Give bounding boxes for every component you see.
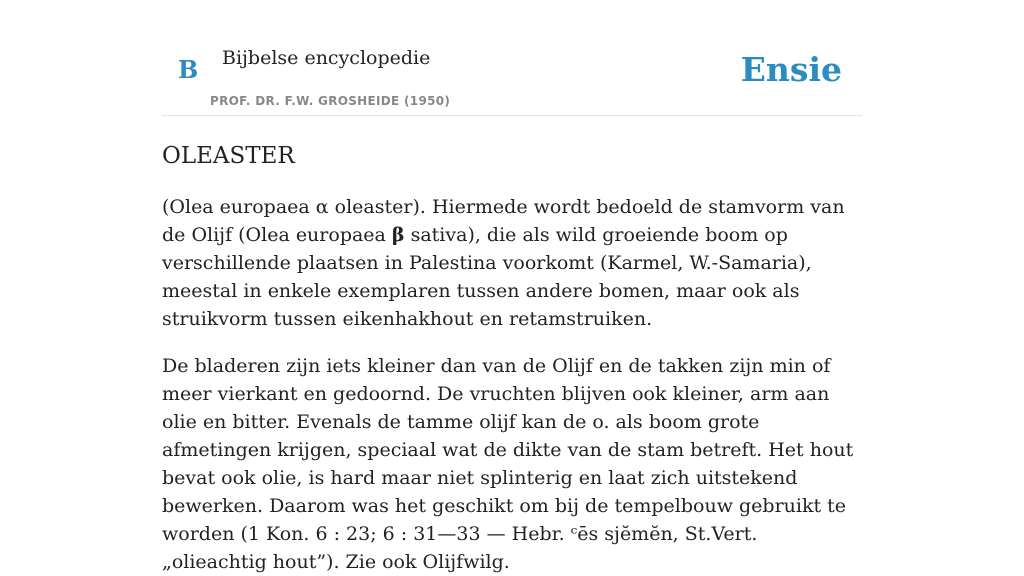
paragraph-1-text-b: sativa), die als wild groeiende boom op verschillende plaatsen in Palestina voorkomt (Karmel, W.-Samaria), meestal in enkele exemplaren tussen andere bomen, maar ook als struikvorm tussen eikenhakhout en retamstruiken. — [162, 224, 812, 330]
page-content — [162, 0, 862, 576]
ensie-logo-link[interactable]: Ensie — [740, 50, 842, 89]
paragraph-1-text-a: (Olea europaea α oleaster). Hiermede wordt bedoeld de stamvorm van de Olijf (Olea europaea — [162, 196, 845, 246]
book-author: PROF. DR. F.W. GROSHEIDE (1950) — [210, 94, 451, 108]
book-header — [162, 0, 862, 116]
book-title-link[interactable]: Bijbelse encyclopedie — [222, 47, 431, 69]
entry-paragraph-2: De bladeren zijn iets kleiner dan van de Olijf en de takken zijn min of meer vierkant en gedoornd. De vruchten blijven ook kleiner, arm aan olie en bitter. Evenals de tamme olijf kan de o. als boom grote afmetingen krijgen, speciaal wat de dikte van de stam betreft. Het hout bevat ook olie, is hard maar niet splinterig en laat zich uitstekend bewerken. Daarom was het geschikt om bij de tempelbouw gebruikt te worden (1 Kon. 6 : 23; 6 : 31—33 — Hebr. ᶜēs sjĕmĕn, St.Vert. „olieachtig hout”). Zie ook Olijfwilg. — [162, 355, 854, 573]
entry-paragraph-1 — [162, 193, 862, 333]
book-badge: B — [178, 55, 199, 84]
entry-title: OLEASTER — [162, 143, 295, 169]
beta-symbol: β — [391, 224, 405, 246]
